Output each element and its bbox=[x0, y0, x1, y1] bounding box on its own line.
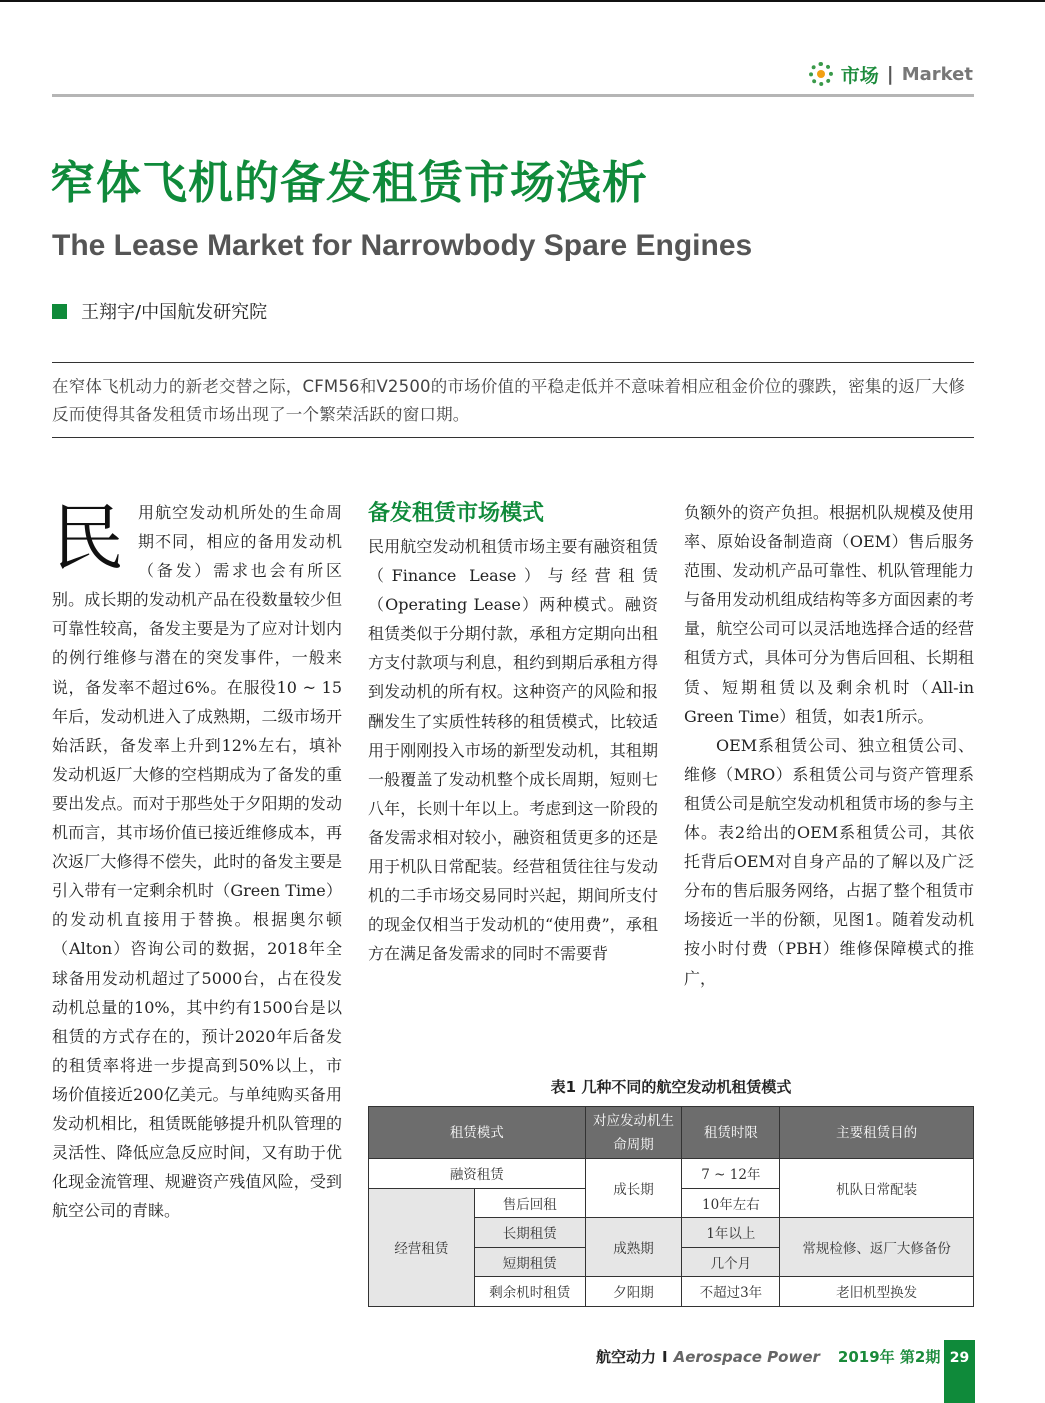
table-cell: 常规检修、返厂大修备份 bbox=[780, 1218, 974, 1277]
table-row bbox=[369, 1159, 974, 1189]
table-header-cell: 对应发动机生命周期 bbox=[585, 1107, 682, 1159]
table-cell: 成熟期 bbox=[585, 1218, 682, 1277]
article-title-en: The Lease Market for Narrowbody Spare Engines bbox=[52, 229, 753, 262]
top-border bbox=[0, 0, 1045, 2]
table-cell: 老旧机型换发 bbox=[780, 1277, 974, 1307]
author-line bbox=[52, 298, 267, 324]
abstract-box bbox=[52, 362, 974, 438]
table-cell: 售后回租 bbox=[474, 1188, 585, 1218]
author-bullet-icon bbox=[52, 304, 67, 319]
drop-cap: 民 bbox=[52, 496, 125, 580]
table-cell: 剩余机时租赁 bbox=[474, 1277, 585, 1307]
article-title-cn: 窄体飞机的备发租赁市场浅析 bbox=[50, 156, 649, 209]
table-cell: 7 ~ 12年 bbox=[682, 1159, 780, 1189]
column-2-text: 民用航空发动机租赁市场主要有融资租赁（Finance Lease）与经营租赁（Operating Lease）两种模式。融资租赁类似于分期付款，承租方定期向出租方支付款项与利息，租约到期后承租方得到发动机的所有权。这种资产的风险和报酬发生了实质性转移的租赁模式，比较适用于刚刚投入市场的新型发动机，其租期一般覆盖了发动机整个成长周期，短则七八年，长则十年以上。考虑到这一阶段的备发需求相对较小，融资租赁更多的还是用于机队日常配装。经营租赁往往与发动机的二手市场交易同时兴起，期间所支付的现金仅相当于发动机的“使用费”，承租方在满足备发需求的同时不需要背 bbox=[368, 537, 658, 964]
gear-logo-icon bbox=[809, 62, 833, 86]
table-cell: 几个月 bbox=[682, 1247, 780, 1277]
page-number: 29 bbox=[944, 1340, 975, 1403]
section-name-cn: 市场 bbox=[840, 64, 879, 87]
table-header-cell: 租赁时限 bbox=[682, 1107, 780, 1159]
column-3-text-b: OEM系租赁公司、独立租赁公司、维修（MRO）系租赁公司与资产管理系租赁公司是航空发动机租赁市场的参与主体。表2给出的OEM系租赁公司，其依托背后OEM对自身产品的了解以及广泛分布的售后服务网络，占据了整个租赁市场接近一半的份额，见图1。随着发动机按小时付费（PBH）维修保障模式的推广， bbox=[684, 735, 974, 988]
table-header-cell: 主要租赁目的 bbox=[780, 1107, 974, 1159]
table-cell: 不超过3年 bbox=[682, 1277, 780, 1307]
body-column-3 bbox=[684, 498, 974, 993]
section-heading: 备发租赁市场模式 bbox=[368, 501, 545, 526]
table-caption: 表1 几种不同的航空发动机租赁模式 bbox=[550, 1078, 792, 1096]
section-separator: | bbox=[886, 63, 894, 85]
table-header-cell: 租赁模式 bbox=[369, 1107, 586, 1159]
table-cell: 长期租赁 bbox=[474, 1218, 585, 1248]
table-cell: 融资租赁 bbox=[369, 1159, 586, 1189]
abstract-text: 在窄体飞机动力的新老交替之际，CFM56和V2500的市场价值的平稳走低并不意味着相应租金价位的骤跌，密集的返厂大修反而使得其备发租赁市场出现了一个繁荣活跃的窗口期。 bbox=[52, 377, 966, 424]
body-column-1 bbox=[52, 498, 342, 1225]
table-header-row bbox=[369, 1107, 974, 1159]
body-column-2 bbox=[368, 498, 658, 968]
journal-separator: I bbox=[662, 1347, 668, 1366]
lease-modes-table bbox=[368, 1106, 974, 1307]
header-rule bbox=[52, 94, 974, 97]
table-cell: 经营租赁 bbox=[369, 1188, 475, 1306]
table-cell: 夕阳期 bbox=[585, 1277, 682, 1307]
section-header bbox=[809, 60, 973, 88]
journal-name-en: Aerospace Power bbox=[673, 1347, 820, 1366]
table-cell: 机队日常配装 bbox=[780, 1159, 974, 1218]
column-3-text-a: 负额外的资产负担。根据机队规模及使用率、原始设备制造商（OEM）售后服务范围、发动机产品可靠性、机队管理能力与备用发动机组成结构等多方面因素的考量，航空公司可以灵活地选择合适的经营租赁方式，具体可分为售后回租、长期租赁、短期租赁以及剩余机时（All-in Green Time）租赁，如表1所示。 bbox=[684, 503, 974, 726]
page-footer bbox=[596, 1346, 940, 1367]
table-cell: 10年左右 bbox=[682, 1188, 780, 1218]
journal-issue: 2019年 第2期 bbox=[837, 1348, 941, 1366]
author-name: 王翔宇/中国航发研究院 bbox=[81, 302, 268, 323]
journal-name-cn: 航空动力 bbox=[596, 1348, 657, 1366]
section-name-en: Market bbox=[901, 63, 973, 85]
table-cell: 短期租赁 bbox=[474, 1247, 585, 1277]
table-cell: 1年以上 bbox=[682, 1218, 780, 1248]
table-cell: 成长期 bbox=[585, 1159, 682, 1218]
column-1-text: 用航空发动机所处的生命周期不同，相应的备用发动机（备发）需求也会有所区别。成长期的发动机产品在役数量较少但可靠性较高，备发主要是为了应对计划内的例行维修与潜在的突发事件，一般来说，备发率不超过6%。在服役10 ~ 15年后，发动机进入了成熟期，二级市场开始活跃，备发率上升到12%左右，填补发动机返厂大修的空档期成为了备发的重要出发点。而对于那些处于夕阳期的发动机而言，其市场价值已接近维修成本，再次返厂大修得不偿失，此时的备发主要是引入带有一定剩余机时（Green Time）的发动机直接用于替换。根据奥尔顿（Alton）咨询公司的数据，2018年全球备用发动机超过了5000台，占在役发动机总量的10%，其中约有1500台是以租赁的方式存在的，预计2020年后备发的租赁率将进一步提高到50%以上，市场价值接近200亿美元。与单纯购买备用发动机相比，租赁既能够提升机队管理的灵活性、降低应急反应时间，又有助于优化现金流管理、规避资产残值风险，受到航空公司的青睐。 bbox=[52, 503, 342, 1221]
